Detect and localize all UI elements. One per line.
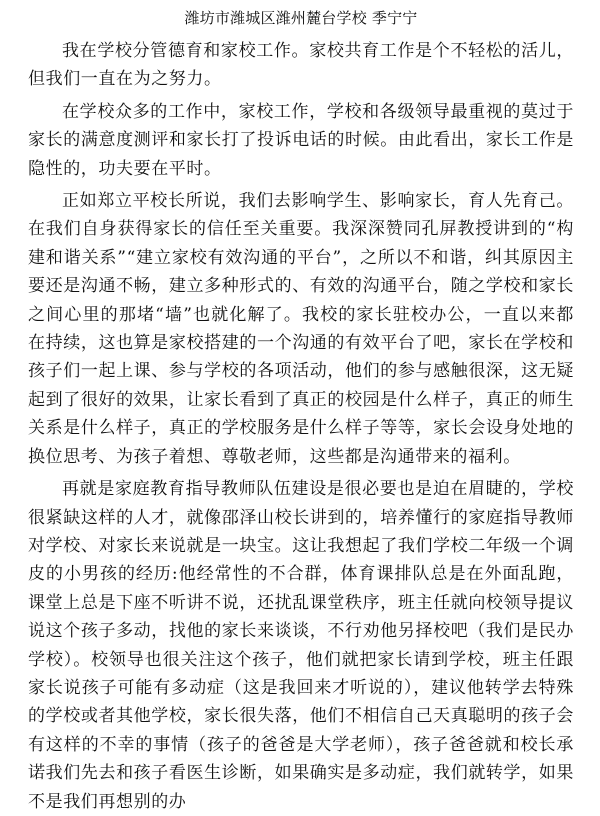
document-title: 潍坊市潍城区潍州麓台学校 季宁宁 [184, 9, 418, 27]
paragraph-1: 我在学校分管德育和家校工作。家校共育工作是个不轻松的活儿，但我们一直在为之努力。 [28, 41, 574, 90]
paragraph-3: 正如郑立平校长所说，我们去影响学生、影响家长，育人先育己。在我们自身获得家长的信任至关重要。我深深赞同孔屏教授讲到的“构建和谐关系”“建立家校有效沟通的平台”，之所以不和谐，纠其原因主要还是沟通不畅，建立多种形式的、有效的沟通平台，随之学校和家长之间心里的那堵“墙”也就化解了。我校的家长驻校办公，一直以来都在持续，这也算是家校搭建的一个沟通的有效平台了吧，家长在学校和孩子们一起上课、参与学校的各项活动，他们的参与感触很深，这无疑起到了很好的效果，让家长看到了真正的校园是什么样子，真正的师生关系是什么样子，真正的学校服务是什么样子等等，家长会设身处地的换位思考、为孩子着想、尊敬老师，这些都是沟通带来的福利。 [28, 191, 574, 467]
paragraph-2: 在学校众多的工作中，家校工作，学校和各级领导最重视的莫过于家长的满意度测评和家长打了投诉电话的时候。由此看出，家长工作是隐性的，功夫要在平时。 [28, 101, 574, 179]
paragraph-4: 再就是家庭教育指导教师队伍建设是很必要也是迫在眉睫的，学校很紧缺这样的人才，就像邵泽山校长讲到的，培养懂行的家庭指导教师对学校、对家长来说就是一块宝。这让我想起了我们学校二年级一个调皮的小男孩的经历:他经常性的不合群，体育课排队总是在外面乱跑，课堂上总是下座不听讲不说，还扰乱课堂秩序，班主任就向校领导提议说这个孩子多动，找他的家长来谈谈，不行劝他另择校吧（我们是民办学校）。校领导也很关注这个孩子，他们就把家长请到学校，班主任跟家长说孩子可能有多动症（这是我回来才听说的），建议他转学去特殊的学校或者其他学校，家长很失落，他们不相信自己天真聪明的孩子会有这样的不幸的事情（孩子的爸爸是大学老师），孩子爸爸就和校长承诺我们先去和孩子看医生诊断，如果确实是多动症，我们就转学，如果不是我们再想别的办 [28, 479, 574, 812]
